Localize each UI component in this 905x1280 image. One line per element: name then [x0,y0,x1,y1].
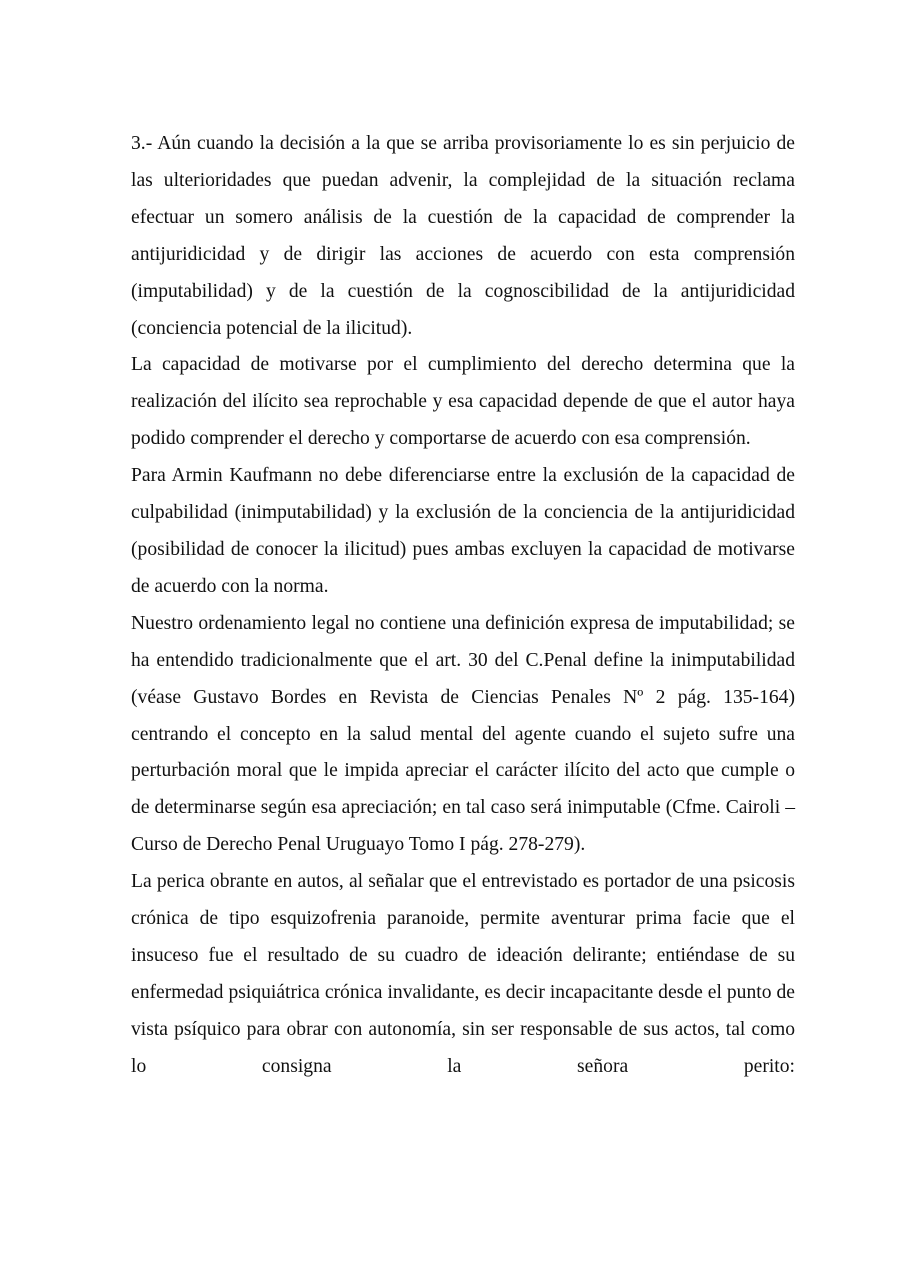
paragraph-capacidad-motivarse: La capacidad de motivarse por el cumplimiento del derecho determina que la realización del ilícito sea reprochable y esa capacidad depende de que el autor haya podido comprender el derecho y comportarse de acuerdo con esa comprensión. [131,354,795,450]
paragraph-pericia-autos: La perica obrante en autos, al señalar que el entrevistado es portador de una psicosis crónica de tipo esquizofrenia paranoide, permite aventurar prima facie que el insuceso fue el resultado de su cuadro de ideación delirante; entiéndase de su enfermedad psiquiátrica crónica invalidante, es decir incapacitante desde el punto de vista psíquico para obrar con autonomía, sin ser responsable de sus actos, tal como lo consigna la señora perito: [131,871,795,1077]
paragraph-ordenamiento-legal: Nuestro ordenamiento legal no contiene una definición expresa de imputabilidad; se ha entendido tradicionalmente que el art. 30 del C.Penal define la inimputabilidad (véase Gustavo Bordes en Revista de Ciencias Penales Nº 2 pág. 135-164) centrando el concepto en la salud mental del agente cuando el sujeto sufre una perturbación moral que le impida apreciar el carácter ilícito del acto que cumple o de determinarse según esa apreciación; en tal caso será inimputable (Cfme. Cairoli – Curso de Derecho Penal Uruguayo Tomo I pág. 278-279). [131,612,795,856]
document-page [131,126,795,1086]
paragraph-section-3-intro: 3.- Aún cuando la decisión a la que se arriba provisoriamente lo es sin perjuicio de las ulterioridades que puedan advenir, la complejidad de la situación reclama efectuar un somero análisis de la cuestión de la capacidad de comprender la antijuridicidad y de dirigir las acciones de acuerdo con esta comprensión (imputabilidad) y de la cuestión de la cognoscibilidad de la antijuridicidad (conciencia potencial de la ilicitud). [131,133,795,339]
paragraph-armin-kaufmann: Para Armin Kaufmann no debe diferenciarse entre la exclusión de la capacidad de culpabilidad (inimputabilidad) y la exclusión de la conciencia de la antijuridicidad (posibilidad de conocer la ilicitud) pues ambas excluyen la capacidad de motivarse de acuerdo con la norma. [131,465,795,597]
